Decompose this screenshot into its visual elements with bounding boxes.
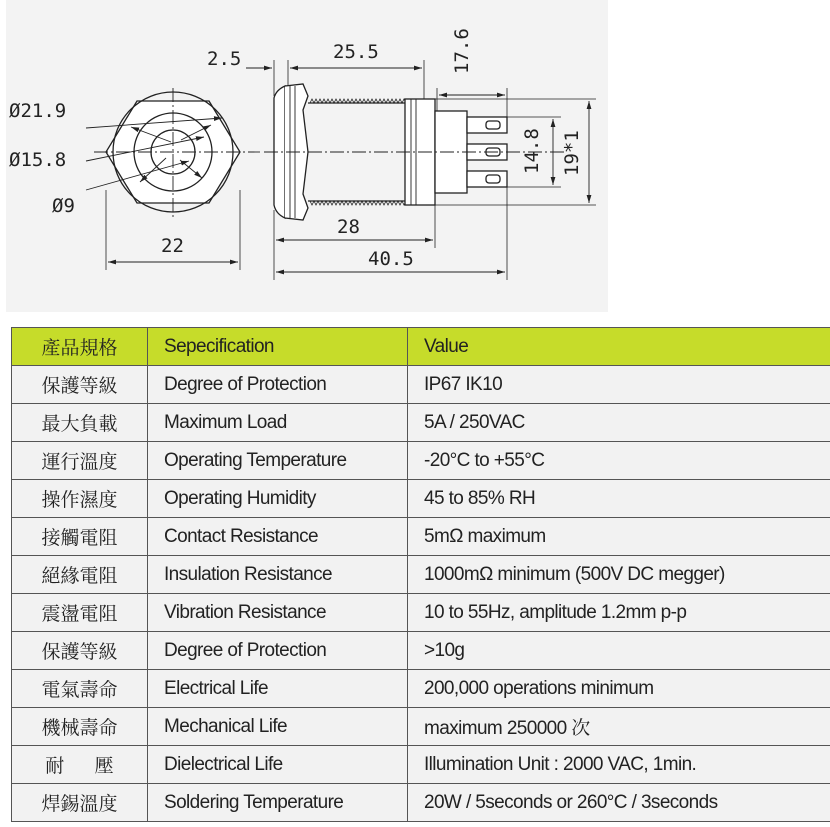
specification-table — [11, 327, 830, 822]
dim-total-length: 40.5 — [368, 248, 414, 270]
table-row — [12, 594, 830, 632]
table-row — [12, 670, 830, 708]
dim-flange-thickness: 2.5 — [207, 48, 242, 70]
table-row — [12, 442, 830, 480]
row-en-label: Contact Resistance — [148, 518, 408, 556]
dim-terminal-width: 19*1 — [561, 130, 583, 176]
row-cn-label: 運行溫度 — [12, 442, 148, 480]
table-row — [12, 518, 830, 556]
row-cn-label: 機械壽命 — [12, 708, 148, 746]
terminal-3 — [467, 171, 507, 187]
row-cn-label: 震盪電阻 — [12, 594, 148, 632]
row-value: 1000mΩ minimum (500V DC megger) — [408, 556, 830, 594]
dim-thread-length: 25.5 — [333, 41, 379, 63]
table-row — [12, 784, 830, 822]
header-value: Value — [408, 328, 830, 366]
row-en-label: Mechanical Life — [148, 708, 408, 746]
row-cn-label: 操作濕度 — [12, 480, 148, 518]
row-cn-label: 最大負載 — [12, 404, 148, 442]
row-en-label: Electrical Life — [148, 670, 408, 708]
table-row — [12, 480, 830, 518]
table-header-row — [12, 328, 830, 366]
row-en-label: Vibration Resistance — [148, 594, 408, 632]
side-view — [246, 60, 596, 280]
row-value: 45 to 85% RH — [408, 480, 830, 518]
row-value: 20W / 5seconds or 260°C / 3seconds — [408, 784, 830, 822]
table-row — [12, 632, 830, 670]
row-en-label: Operating Humidity — [148, 480, 408, 518]
row-value: >10g — [408, 632, 830, 670]
row-value: IP67 IK10 — [408, 366, 830, 404]
row-value: 200,000 operations minimum — [408, 670, 830, 708]
terminal-1 — [467, 117, 507, 133]
dim-hex-width: 22 — [161, 235, 184, 257]
row-value: 5mΩ maximum — [408, 518, 830, 556]
dim-outer-diameter: Ø21.9 — [9, 100, 67, 122]
row-en-label: Maximum Load — [148, 404, 408, 442]
row-en-label: Degree of Protection — [148, 366, 408, 404]
dim-button-diameter: Ø9 — [52, 195, 75, 217]
dim-body-length: 28 — [337, 216, 360, 238]
row-en-label: Degree of Protection — [148, 632, 408, 670]
row-cn-label: 電氣壽命 — [12, 670, 148, 708]
row-value: 10 to 55Hz, amplitude 1.2mm p-p — [408, 594, 830, 632]
row-value: 5A / 250VAC — [408, 404, 830, 442]
row-cn-label: 絕緣電阻 — [12, 556, 148, 594]
row-value: -20°C to +55°C — [408, 442, 830, 480]
row-en-label: Dielectrical Life — [148, 746, 408, 784]
dim-ring-diameter: Ø15.8 — [9, 149, 67, 171]
dim-terminal-pitch: 14.8 — [521, 128, 543, 174]
row-value: maximum 250000 次 — [408, 708, 830, 746]
row-en-label: Soldering Temperature — [148, 784, 408, 822]
row-cn-label: 保護等級 — [12, 632, 148, 670]
header-cn-spec: 產品規格 — [12, 328, 148, 366]
table-row — [12, 404, 830, 442]
table-row — [12, 366, 830, 404]
row-cn-label: 耐壓 — [12, 746, 148, 784]
row-cn-label: 接觸電阻 — [12, 518, 148, 556]
table-row — [12, 746, 830, 784]
row-cn-label: 焊錫溫度 — [12, 784, 148, 822]
row-value: Illumination Unit : 2000 VAC, 1min. — [408, 746, 830, 784]
table-row — [12, 708, 830, 746]
technical-drawing — [6, 0, 608, 312]
row-en-label: Insulation Resistance — [148, 556, 408, 594]
row-cn-label: 保護等級 — [12, 366, 148, 404]
dim-terminal-length: 17.6 — [451, 28, 473, 74]
table-row — [12, 556, 830, 594]
row-en-label: Operating Temperature — [148, 442, 408, 480]
header-specification: Sepecification — [148, 328, 408, 366]
